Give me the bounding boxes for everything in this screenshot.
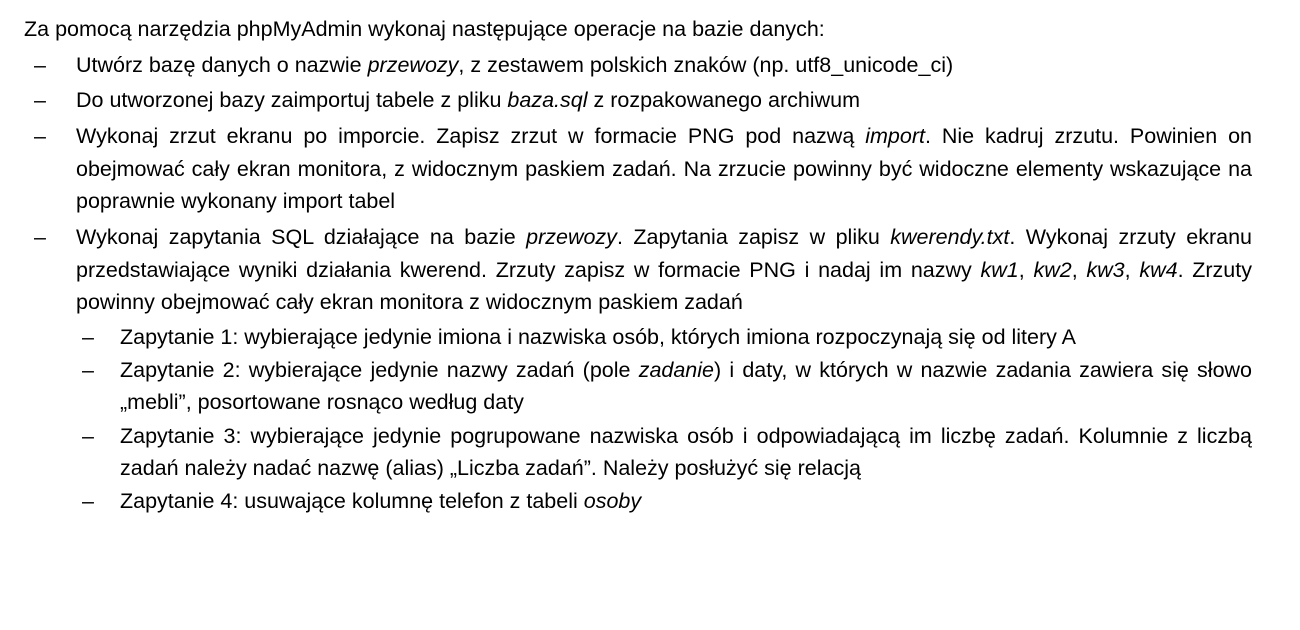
bullet-dash-icon: – <box>34 224 46 249</box>
bullet-dash-icon: – <box>34 123 46 148</box>
bullet-dash-icon: – <box>82 324 94 349</box>
task-item-text <box>76 124 1252 213</box>
query-item-text <box>120 424 1252 480</box>
body-text: . Wykonaj zrzuty ekranu przedstawiające wyniki działania kwerend. Zrzuty zapisz w formacie PNG i nadaj im nazwy <box>76 224 1252 282</box>
body-text: Do utworzonej bazy zaimportuj tabele z pliku <box>76 88 508 113</box>
emphasis-text: osoby <box>583 489 642 514</box>
emphasis-text: kw1 <box>980 257 1019 282</box>
bullet-dash-icon: – <box>34 88 46 113</box>
body-text: , <box>1071 257 1087 282</box>
intro-paragraph: Za pomocą narzędzia phpMyAdmin wykonaj następujące operacje na bazie danych: <box>24 17 825 41</box>
body-text: . Zrzuty powinny obejmować cały ekran monitora z widocznym paskiem zadań <box>76 257 1252 315</box>
emphasis-text: przewozy <box>526 224 617 249</box>
body-text: , z zestawem polskich znaków (np. utf8_unicode_ci) <box>458 52 954 77</box>
task-item-text <box>76 225 1252 314</box>
body-text: Zapytanie 1: wybierające jedynie imiona i nazwiska osób, których imiona rozpoczynają się od litery A <box>120 324 1077 349</box>
emphasis-text: przewozy <box>367 52 459 77</box>
bullet-dash-icon: – <box>34 52 46 77</box>
task-item-text <box>76 53 953 77</box>
emphasis-text: kw3 <box>1086 257 1125 282</box>
task-list-item <box>24 120 1252 218</box>
task-list-item <box>24 49 1252 82</box>
task-list <box>24 49 1252 518</box>
query-item-text <box>120 358 1252 414</box>
body-text: Wykonaj zrzut ekranu po imporcie. Zapisz zrzut w formacie PNG pod nazwą <box>76 123 866 148</box>
task-list-item <box>24 84 1252 117</box>
body-text: Utwórz bazę danych o nazwie <box>76 52 368 77</box>
emphasis-text: zadanie <box>638 358 715 383</box>
query-list-item <box>76 420 1252 485</box>
task-list-item <box>24 221 1252 518</box>
emphasis-text: import <box>865 123 925 148</box>
body-text: , <box>1124 257 1140 282</box>
emphasis-text: kw4 <box>1139 257 1178 282</box>
emphasis-text: kwerendy.txt <box>890 224 1010 249</box>
body-text: ) i daty, w których w nazwie zadania zawiera się słowo „mebli”, posortowane rosnąco według daty <box>120 358 1253 415</box>
body-text: . Zapytania zapisz w pliku <box>616 224 891 249</box>
emphasis-text: baza.sql <box>507 88 588 113</box>
query-item-text <box>120 325 1076 349</box>
bullet-dash-icon: – <box>82 358 94 383</box>
emphasis-text: kw2 <box>1033 257 1072 282</box>
body-text: Zapytanie 2: wybierające jedynie nazwy zadań (pole <box>120 358 639 383</box>
query-list-item <box>76 321 1252 353</box>
bullet-dash-icon: – <box>82 423 94 448</box>
query-sublist <box>76 321 1252 518</box>
body-text: Zapytanie 3: wybierające jedynie pogrupowane nazwiska osób i odpowiadającą im liczbę zadań. Kolumnie z liczbą zadań należy nadać nazwę (alias) „Liczba zadań”. Należy posłużyć się relacją <box>120 423 1252 480</box>
bullet-dash-icon: – <box>82 489 94 514</box>
query-list-item <box>76 354 1252 419</box>
body-text: z rozpakowanego archiwum <box>587 88 860 113</box>
body-text: Zapytanie 4: usuwające kolumnę telefon z tabeli <box>120 489 584 514</box>
task-item-text <box>76 88 860 112</box>
query-item-text <box>120 489 641 513</box>
query-list-item <box>76 485 1252 517</box>
body-text: Wykonaj zapytania SQL działające na bazie <box>76 224 527 249</box>
body-text: . Nie kadruj zrzutu. Powinien on obejmować cały ekran monitora, z widocznym paskiem zadań. Na zrzucie powinny być widoczne elementy wskazujące na poprawnie wykonany import tabel <box>76 123 1253 214</box>
body-text: , <box>1018 257 1034 282</box>
